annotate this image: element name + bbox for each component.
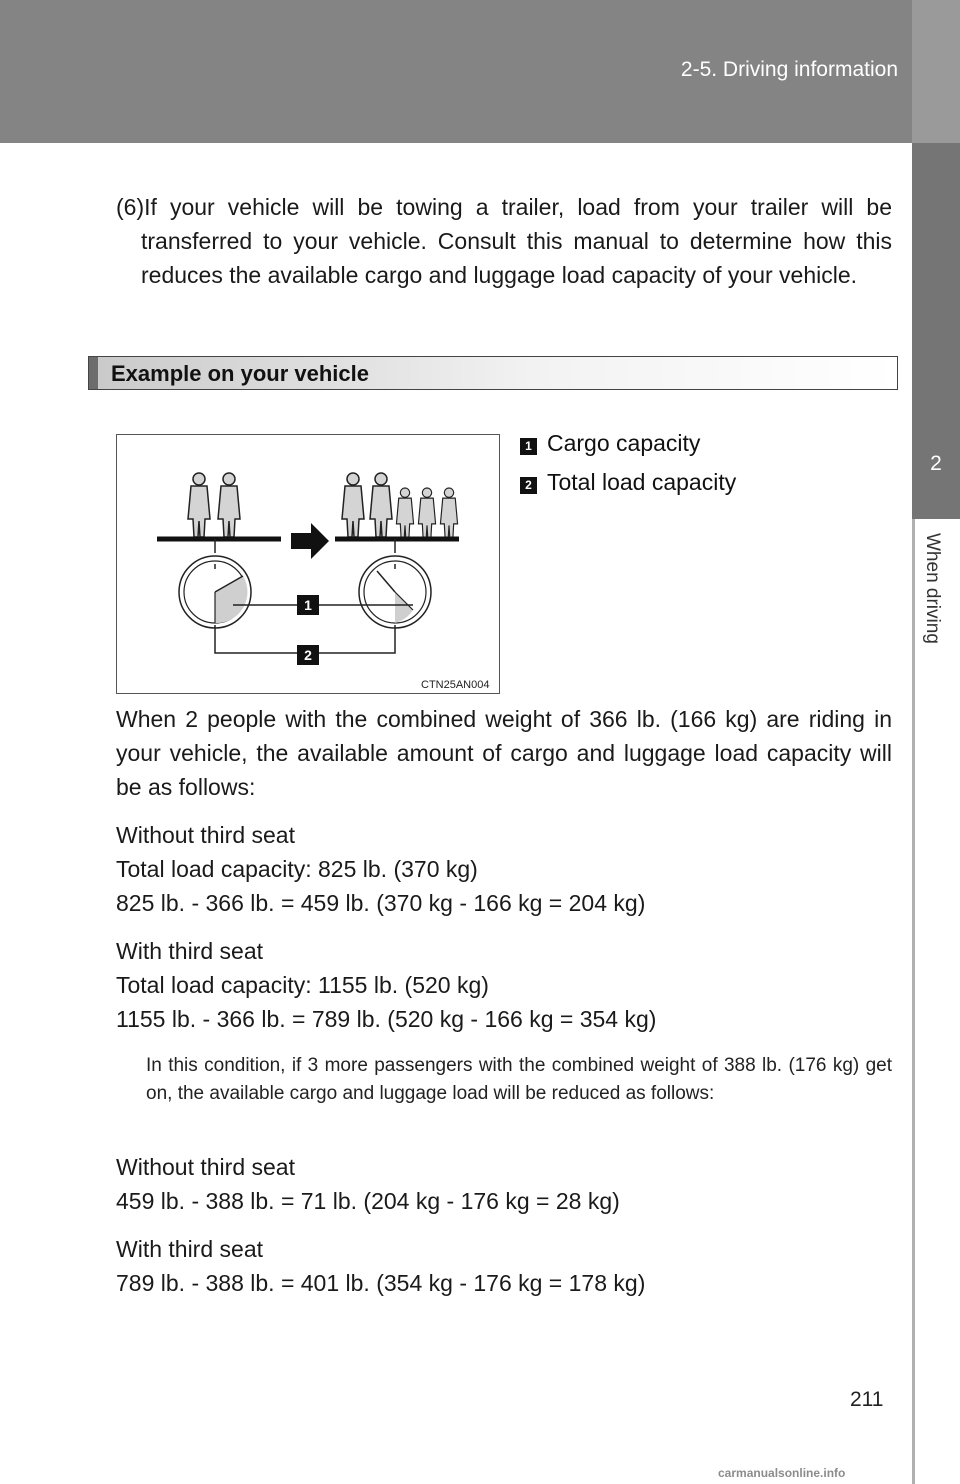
callout-1-label: 1 [304,597,312,613]
case-b-line2: 1155 lb. - 366 lb. = 789 lb. (520 kg - 166 kg = 354 kg) [116,1006,657,1032]
callout-2-label: 2 [304,647,312,663]
note-paragraph: In this condition, if 3 more passengers with the combined weight of 388 lb. (176 kg) get on, the available cargo and luggage load will be reduced as follows: [146,1055,892,1104]
page-header [0,0,960,143]
legend-badge-1: 1 [520,438,537,455]
case-a-line1: Total load capacity: 825 lb. (370 kg) [116,856,478,882]
figure-code: CTN25AN004 [421,679,490,691]
paragraph-6: (6)If your vehicle will be towing a trailer, load from your trailer will be transferred to your vehicle. Consult this manual to determine how this reduces the available cargo and luggage load capacity of your vehicle. [116,194,892,288]
right-gauge-icon [359,556,431,628]
case-c-line1: 459 lb. - 388 lb. = 71 lb. (204 kg - 176 kg = 28 kg) [116,1188,620,1214]
legend-item-total [520,469,736,496]
load-capacity-figure [116,434,500,694]
legend-label-1: Cargo capacity [547,430,701,456]
case-d [116,1232,892,1300]
chapter-number: 2 [930,452,942,475]
legend-item-cargo [520,430,700,457]
watermark: carmanualsonline.info [718,1466,846,1480]
left-people-icon [188,473,240,537]
legend-label-2: Total load capacity [547,469,737,495]
chapter-label: When driving [922,533,943,644]
case-d-line1: 789 lb. - 388 lb. = 401 lb. (354 kg - 176 kg = 178 kg) [116,1270,646,1296]
left-gauge-icon [179,556,251,628]
case-c [116,1150,892,1218]
right-people-icon [342,473,458,538]
load-illustration [117,435,501,695]
chapter-side-tab [912,0,960,1484]
case-c-title: Without third seat [116,1154,295,1180]
section-heading [88,356,898,390]
section-title: Example on your vehicle [111,361,369,386]
case-a-title: Without third seat [116,822,295,848]
case-without-third-seat [116,818,892,920]
case-with-third-seat [116,934,892,1036]
intro-paragraph: When 2 people with the combined weight of 366 lb. (166 kg) are riding in your vehicle, the available amount of cargo and luggage load capacity will be as follows: [116,706,892,800]
legend-badge-2: 2 [520,477,537,494]
right-arrow-icon [291,523,329,559]
case-b-line1: Total load capacity: 1155 lb. (520 kg) [116,972,489,998]
header-title: 2-5. Driving information [680,58,898,81]
case-a-line2: 825 lb. - 366 lb. = 459 lb. (370 kg - 166 kg = 204 kg) [116,890,646,916]
case-b-title: With third seat [116,938,263,964]
page-number: 211 [850,1388,884,1411]
case-d-title: With third seat [116,1236,263,1262]
